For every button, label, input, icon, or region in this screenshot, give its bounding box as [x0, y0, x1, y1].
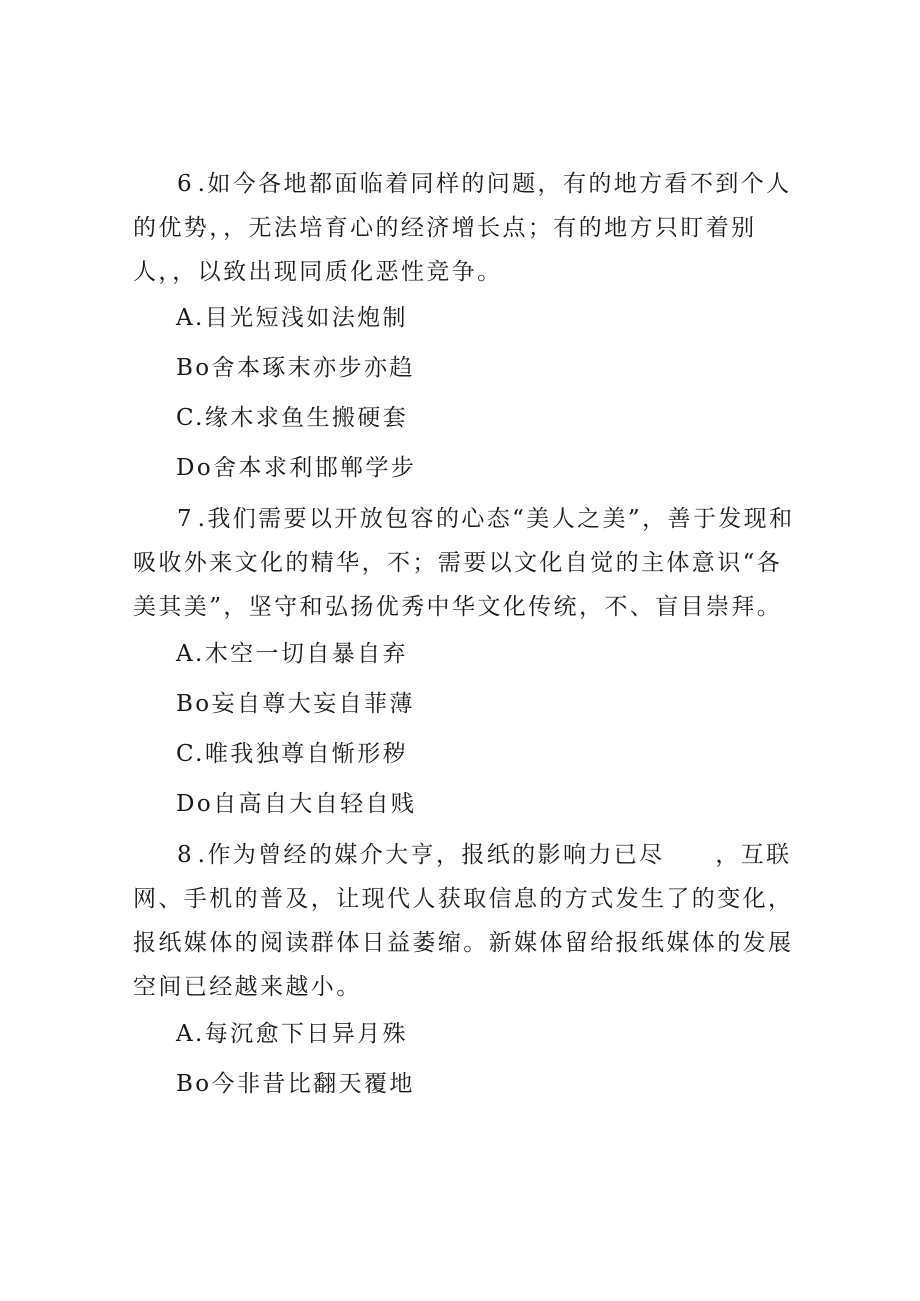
- question-text: .作为曾经的媒介大亨，报纸的影响力已尽 ，互联网、手机的普及，让现代人获取信息的方式发生了的变化，报纸媒体的阅读群体日益萎缩。新媒体留给报纸媒体的发展空间已经越来越小。: [133, 842, 794, 1000]
- question-8: [133, 833, 798, 1009]
- option-a: A.每沉愈下日异月殊: [176, 1021, 408, 1047]
- option-d: Do自高自大自轻自贱: [176, 791, 417, 817]
- option-d: Do舍本求利邯郸学步: [176, 455, 417, 481]
- question-number: 8: [177, 842, 198, 868]
- question-7: [133, 497, 798, 629]
- option-b: Bo今非昔比翻天覆地: [176, 1071, 415, 1097]
- option-a: A.木空一切自暴自弃: [176, 641, 408, 667]
- option-c: C.唯我独尊自惭形秽: [176, 741, 409, 767]
- option-b: Bo舍本琢末亦步亦趋: [176, 355, 415, 381]
- option-b: Bo妄自尊大妄自菲薄: [176, 691, 415, 717]
- question-text: .我们需要以开放包容的心态“美人之美”，善于发现和吸收外来文化的精华，不；需要以文化自觉的主体意识“各美其美”，坚守和弘扬优秀中华文化传统，不、盲目崇拜。: [133, 506, 795, 620]
- question-number: 7: [177, 506, 198, 532]
- question-6: [133, 162, 798, 294]
- question-number: 6: [177, 171, 198, 197]
- option-a: A.目光短浅如法炮制: [176, 305, 408, 331]
- question-text: .如今各地都面临着同样的问题，有的地方看不到个人的优势，，无法培育心的经济增长点；有的地方只盯着别人，，以致出现同质化恶性竞争。: [133, 171, 792, 285]
- option-c: C.缘木求鱼生搬硬套: [176, 405, 409, 431]
